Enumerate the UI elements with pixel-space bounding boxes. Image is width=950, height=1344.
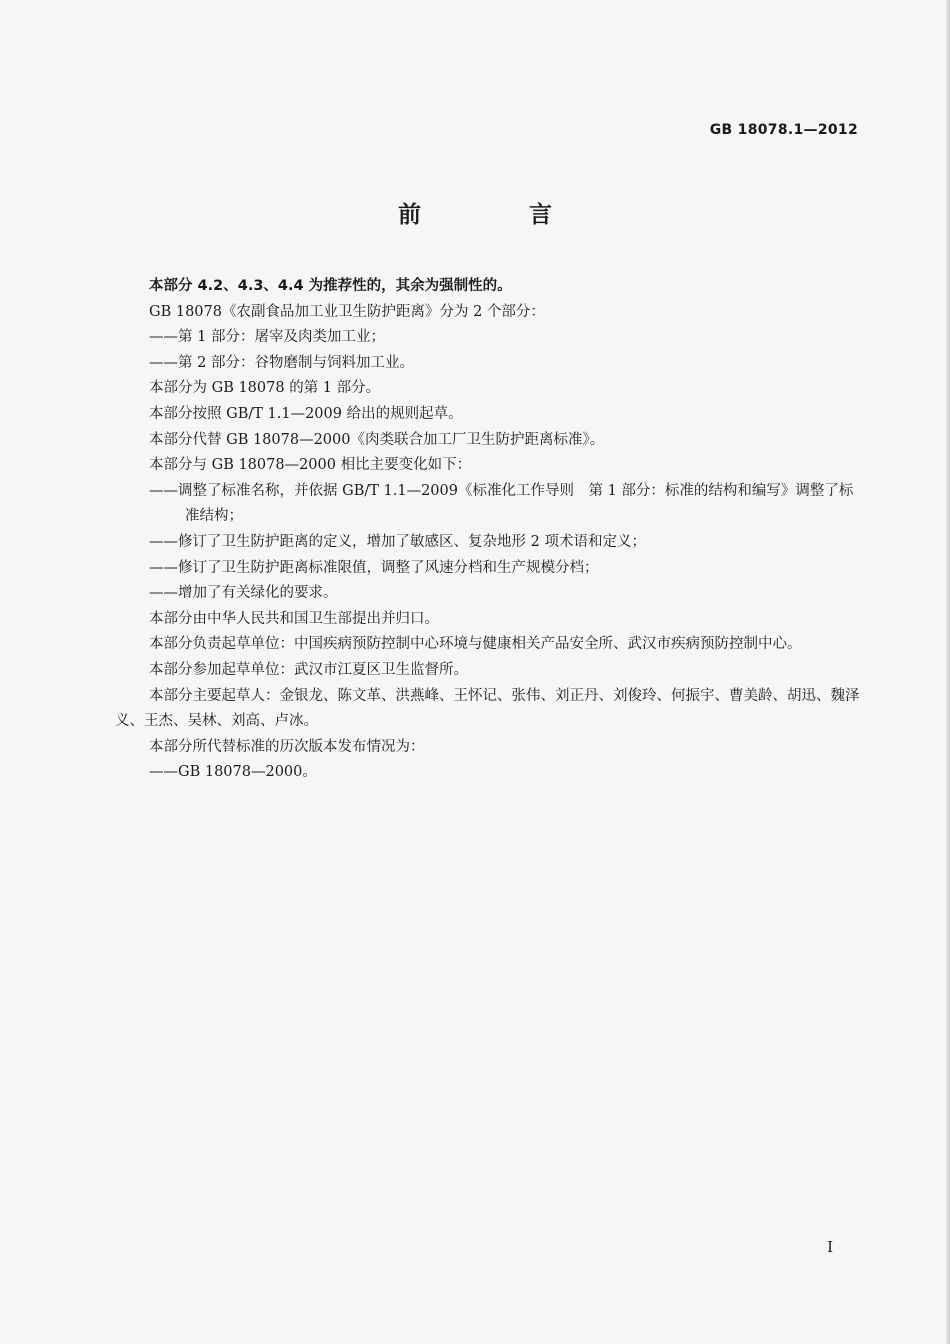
list-item-part-1: ——第 1 部分：屠宰及肉类加工业； xyxy=(149,329,385,346)
paragraph-proposer: 本部分由中华人民共和国卫生部提出并归口。 xyxy=(149,610,439,627)
paragraph-history-intro: 本部分所代替标准的历次版本发布情况为： xyxy=(149,738,425,755)
list-item-change-4: ——增加了有关绿化的要求。 xyxy=(149,585,338,602)
paragraph-responsible-units: 本部分负责起草单位：中国疾病预防控制中心环境与健康相关产品安全所、武汉市疾病预防控制中心。 xyxy=(149,636,802,653)
paragraph-changes-intro: 本部分与 GB 18078—2000 相比主要变化如下： xyxy=(149,457,472,474)
standard-code: GB 18078.1—2012 xyxy=(709,122,858,138)
list-item-part-2: ——第 2 部分：谷物磨制与饲料加工业。 xyxy=(149,354,414,371)
paragraph-replaces: 本部分代替 GB 18078—2000《肉类联合加工厂卫生防护距离标准》。 xyxy=(149,431,605,448)
paragraph-parts-intro: GB 18078《农副食品加工业卫生防护距离》分为 2 个部分： xyxy=(149,303,545,320)
paragraph-part-statement: 本部分为 GB 18078 的第 1 部分。 xyxy=(149,380,381,397)
page-title: 前 言 xyxy=(397,202,602,228)
paragraph-recommended-clauses: 本部分 4.2、4.3、4.4 为推荐性的，其余为强制性的。 xyxy=(149,278,512,294)
list-item-change-2: ——修订了卫生防护距离的定义，增加了敏感区、复杂地形 2 项术语和定义； xyxy=(149,533,646,550)
page-number: I xyxy=(827,1238,833,1256)
list-item-change-3: ——修订了卫生防护距离标准限值，调整了风速分档和生产规模分档； xyxy=(149,559,599,576)
paragraph-participating-units: 本部分参加起草单位：武汉市江夏区卫生监督所。 xyxy=(149,661,468,678)
list-item-history: ——GB 18078—2000。 xyxy=(149,764,317,781)
list-item-change-1: ——调整了标准名称，并依据 GB/T 1.1—2009《标准化工作导则 第 1 部分：标准的结构和编写》调整了标准结构； xyxy=(149,482,854,525)
paragraph-drafting-rules: 本部分按照 GB/T 1.1—2009 给出的规则起草。 xyxy=(149,405,463,422)
foreword-body xyxy=(115,274,860,786)
paragraph-drafters: 本部分主要起草人：金银龙、陈文革、洪燕峰、王怀记、张伟、刘正丹、刘俊玲、何振宇、曹美龄、胡迅、魏泽义、王杰、吴林、刘高、卢冰。 xyxy=(115,687,860,730)
